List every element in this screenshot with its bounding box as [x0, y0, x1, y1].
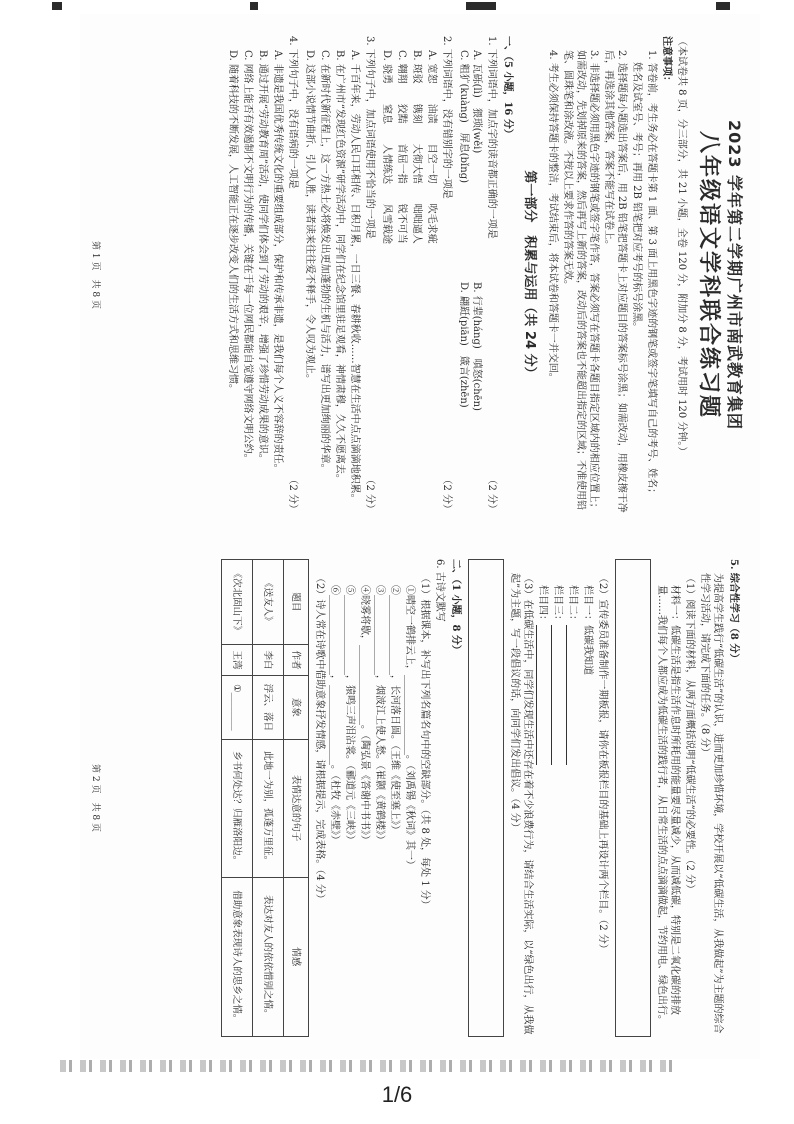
option: D. 随着科技的不断发展，人工智能正在逐步改变人们的生活方式和思维习惯。	[227, 50, 238, 395]
question-stem	[286, 36, 299, 514]
answer-box	[468, 559, 504, 1037]
column-label: 栏目三：	[552, 585, 563, 625]
sub-question: （2）宣传委员准备制作一期板报，请你在板报栏目的基础上再设计两个栏目。（2 分）	[597, 573, 608, 954]
question-heading: 5. 综合性学习（8 分）	[728, 559, 739, 664]
option: A. 宽恕 油渍 目空一切 吹毛求疵	[426, 50, 437, 244]
table-cell: 李白	[253, 644, 284, 675]
option: A. 千百年来，劳动人民口耳相传、日积月累，一日三餐、春耕秋收……智慧在生活中点点滴滴地积累。	[349, 50, 360, 504]
option: B. 行辈(háng) 嗔怒(chēn)	[471, 282, 482, 411]
option: C. 在新时代新征程上，这一方热土必将焕发出更加蓬勃的生机与活力，谱写出更加绚丽的华章。	[319, 50, 330, 474]
table-header: 作者	[284, 644, 309, 675]
option: B. 在广州市“发现红色资源”研学活动中，同学们在纪念馆里驻足观看，神情肃穆，久久不愿离去。	[334, 50, 345, 484]
rotated-spread	[80, 14, 760, 1059]
table-header-row	[284, 560, 309, 1037]
question-group-heading: 一、（5 小题，16 分）	[502, 36, 513, 139]
fill-blank-line: ④晓雾将歇，________________。（陶弘景《答谢中书书》）	[359, 585, 370, 845]
q3-score: （2 分）	[364, 474, 375, 514]
table-cell: 乡书何处达？归雁洛阳边。	[222, 739, 253, 877]
scan-mark	[466, 2, 496, 10]
page-indicator: 1/6	[381, 1082, 413, 1107]
option: C. 网络上能否有效遏制不文明行为的传播，关键在于每一位网民都能自觉遵守网络文明公约。	[242, 50, 253, 464]
page-footer: 第 2 页 共 8 页	[90, 764, 100, 832]
sub-question: （1）根据课本，补写出下列名篇名句中的空缺部分。（共 8 处，每处 1 分）	[419, 573, 430, 910]
q4-stem: 4. 下列句子中，没有语病的一项是	[287, 36, 298, 189]
answer-blank	[551, 625, 562, 765]
exam-page-2	[80, 537, 760, 1059]
answer-blank	[566, 625, 577, 765]
option: A. 非遗是我国优秀传统文化的重要组成部分，保护和传承非遗，是我们每个人义不容辞的责任。	[272, 50, 283, 474]
question-stem: 6. 古诗文默写	[434, 559, 445, 622]
table-cell: 表达对友人的依依惜别之情。	[253, 877, 284, 1036]
question-group-heading: 二、（1 小题，8 分）	[450, 559, 461, 655]
q1-stem: 1. 下列词语中，加点字的读音都正确的一项是	[486, 36, 497, 239]
q3-stem: 3. 下列句子中，加点词语使用不恰当的一项是	[364, 36, 375, 239]
fill-blank-line: ①晴空一鹤排云上，________________。（刘禹锡《秋词》其一）	[404, 585, 415, 870]
reading-material: 材料一：低碳生活是指生活作息时所耗用的能量要尽量减少，从而减低碳，特别是二氧化碳的排放量……我们每个人都应成为低碳生活的践行者，从日常生活的点点滴滴做起，节约用电、绿色出行。	[656, 585, 680, 1025]
option: B. 通过开展“劳动教育周”活动，使同学们体会到了劳动的艰辛，增强了珍惜劳动成果的意识。	[257, 50, 268, 464]
option: D. 骁勇 窒息 人情练达 风雪载途	[381, 50, 392, 245]
fill-blank-line: ③________________，烟波江上使人愁。（崔颢《黄鹤楼》）	[374, 585, 385, 845]
question-intro: 为提高学生践行“低碳生活”的认识，进而更加珍惜环境，学校开展以“低碳生活，从我做起”为主题的综合性学习活动，请完成下面的任务。（8 分）	[699, 573, 723, 1034]
table-cell: 浮云、落日	[253, 676, 284, 739]
fill-blank-line: ⑤________________，猿鸣三声泪沾裳。（郦道元《三峡》）	[344, 585, 355, 845]
page-footer: 第 1 页 共 8 页	[90, 241, 100, 309]
column-label: 栏目四：	[537, 585, 548, 625]
q4-score: （2 分）	[287, 474, 298, 514]
option: A. 瓦砾(lì) 猥琐(wěi)	[471, 50, 482, 154]
option: B. 斑驳 镌刻 大彻大悟 咄咄逼人	[411, 50, 422, 244]
table-cell: 《次北固山下》	[222, 560, 253, 645]
notice-item: 姓名及试室号、考号；再用 2B 铅笔把对应考号的标号涂黑。	[631, 62, 642, 333]
option: C. 粗犷(kuàng) 屏息(bǐng)	[458, 50, 469, 184]
column-item	[566, 559, 579, 1037]
exam-subtitle: 八年级语文学科联合练习题	[696, 130, 721, 419]
question-stem	[440, 36, 453, 514]
scan-mark	[250, 2, 258, 10]
table-row	[222, 560, 253, 1037]
scan-artifact-strip	[60, 1060, 680, 1072]
sub-question: （3）在低碳生活中，同学们发现生活中还存在着不少浪费行为，请结合生活实际，以“绿色出行，从我做起”为主题，写一段倡议的话，向同学们发出倡议。（4 分）	[509, 573, 533, 1035]
part-heading: 第一部分 积累与运用（共 24 分）	[522, 170, 537, 380]
column-item: 栏目一：低碳我知道	[582, 585, 593, 675]
q2-stem: 2. 下列词语中，没有错别字的一项是	[441, 36, 452, 199]
notice-item: 2. 选择题每小题选出答案后，用 2B 铅笔把答题卡上对应题目的答案标号涂黑；如需改动，用橡皮擦干净后，再选涂其他答案，答案不能写在试卷上。	[603, 50, 627, 513]
exam-page-1	[80, 14, 760, 536]
sub-question: （1）阅读下面的材料，从两方面概括说明“低碳生活”的必要性。（2 分）	[684, 573, 695, 895]
table-cell: ①________	[222, 676, 253, 739]
scanned-page	[80, 14, 760, 1059]
table-cell: 此地一为别，孤蓬万里征。	[253, 739, 284, 877]
option: C. 翱翔 狡黠 首屈一指 锐不可当	[396, 50, 407, 244]
sub-question: （2）诗人常在诗歌中借助意象抒发情感，请根据提示，完成表格。（4 分）	[314, 573, 325, 904]
scan-mark	[716, 2, 730, 10]
column-label: 栏目二：	[567, 585, 578, 625]
column-item	[536, 559, 549, 1037]
column-item	[551, 559, 564, 1037]
fill-blank-line: ②________________，长河落日圆。（王维《使至塞上》）	[389, 585, 400, 835]
answer-box	[615, 559, 651, 1037]
notice-item: 4. 考生必须保持答题卡的整洁，考试结束后，将本试卷和答题卡一并交回。	[547, 50, 558, 383]
exam-title: 2023 学年第二学期广州市南武教育集团	[725, 119, 744, 431]
table-cell: 《送友人》	[253, 560, 284, 645]
table-row	[253, 560, 284, 1037]
option: D. 翩跹(piān) 箴言(zhēn)	[458, 282, 469, 408]
q1-options	[457, 36, 483, 514]
table-header: 情感	[284, 877, 309, 1036]
table-header: 题目	[284, 560, 309, 645]
poem-table	[221, 559, 309, 1037]
scan-mark	[52, 2, 62, 10]
question-stem	[485, 36, 498, 514]
fill-blank-line: ⑥________________，________________。（杜牧《赤壁》）	[329, 585, 340, 845]
q1-score: （2 分）	[486, 474, 497, 514]
question-stem	[363, 36, 376, 514]
table-cell: 王湾	[222, 644, 253, 675]
table-cell: 借助意象表现诗人的思乡之情。	[222, 877, 253, 1036]
notice-item: 3. 非选择题必须用黑色字迹的钢笔或签字笔作答，答案必须写在答题卡各题目指定区域内的相应位置上；如需改动，先划掉原来的答案，然后再写上新的答案，改动后的答案也不能超出指定的区域；不准使用铅笔、圆珠笔和涂改液。不按以上要求作答的答案无效。	[562, 50, 599, 513]
option: D. 这部小说情节曲折、引人入胜，读者读来往往爱不释手，令人叹为观止。	[304, 50, 315, 385]
exam-intro: （本试卷共 8 页，分三部分，共 21 小题，全卷 120 分，附加分 8 分，考试用时 120 分钟。）	[676, 36, 687, 457]
table-header: 意象	[284, 676, 309, 739]
table-header: 表情达意的句子	[284, 739, 309, 877]
notice-item: 1. 答卷前，考生务必在答题卡第 1 面、第 3 面上用黑色字迹的钢笔或签字笔填写自己的考号、姓名；	[646, 50, 657, 499]
notice-label: 注意事项：	[661, 36, 672, 86]
q2-score: （2 分）	[441, 474, 452, 514]
answer-blank	[536, 625, 547, 765]
